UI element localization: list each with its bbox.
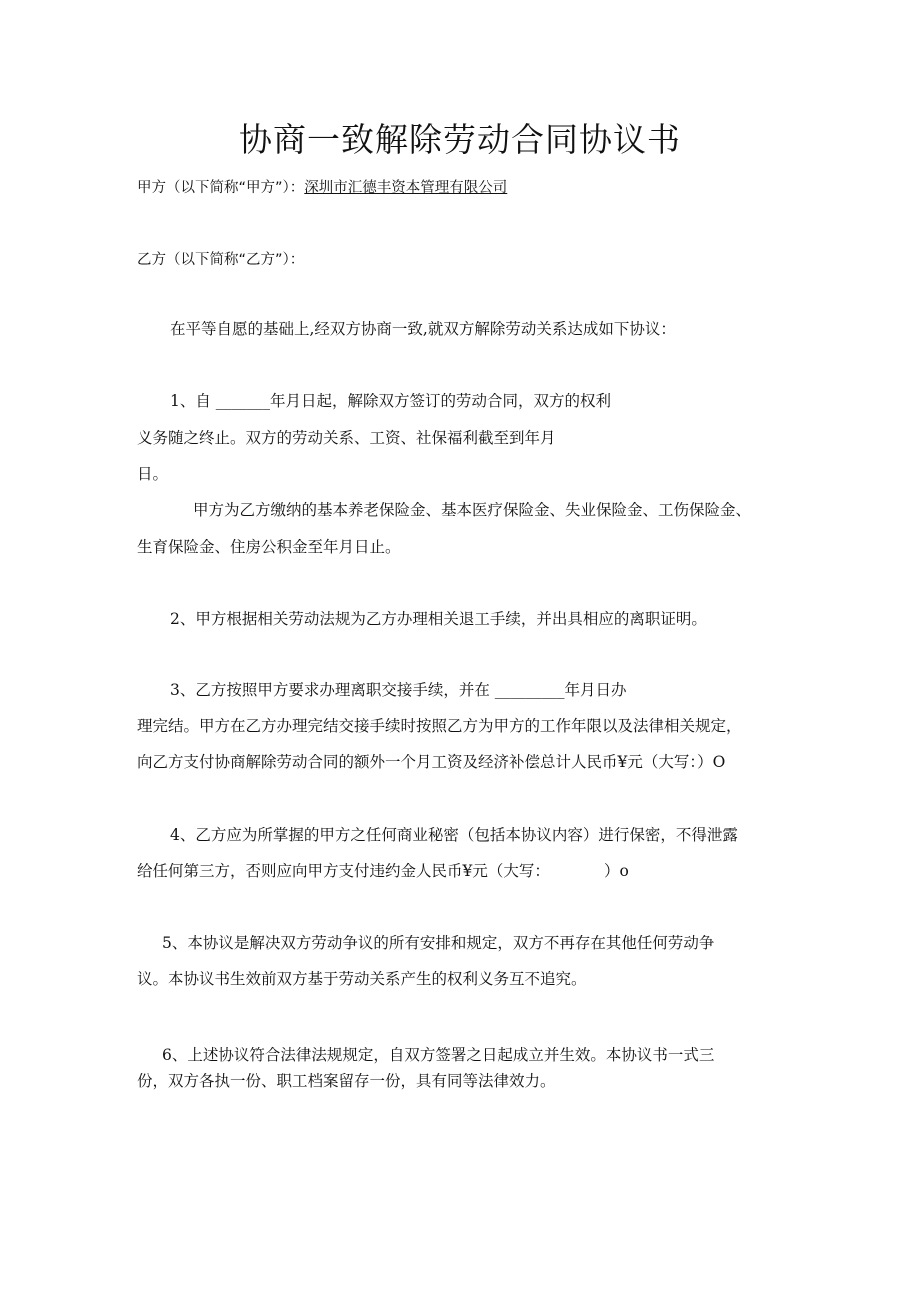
clause-4-line-2: 给任何第三方，否则应向甲方支付违约金人民币¥元（大写： ）o [137,862,629,880]
clause-4-line-1: 4、乙方应为所掌握的甲方之任何商业秘密（包括本协议内容）进行保密，不得泄露 [170,826,738,844]
insurance-line-2: 生育保险金、住房公积金至年月日止。 [137,538,401,556]
party-a-line [137,178,507,198]
clause-5-line-2: 议。本协议书生效前双方基于劳动关系产生的权利义务互不追究。 [137,970,587,988]
party-b-label: 乙方（以下简称“乙方”）： [137,252,305,268]
clause-3-line-2: 理完结。甲方在乙方办理完结交接手续时按照乙方为甲方的工作年限以及法律相关规定， [137,717,742,735]
insurance-line-1: 甲方为乙方缴纳的基本养老保险金、基本医疗保险金、失业保险金、工伤保险金、 [193,501,752,519]
intro-paragraph: 在平等自愿的基础上,经双方协商一致,就双方解除劳动关系达成如下协议： [170,320,676,338]
clause-5-line-1: 5、本协议是解决双方劳动争议的所有安排和规定，双方不再存在其他任何劳动争 [162,934,715,952]
clause-6-line-1: 6、上述协议符合法律法规规定，自双方签署之日起成立并生效。本协议书一式三 [162,1046,715,1064]
clause-6-line-2: 份，双方各执一份、职工档案留存一份，具有同等法律效力。 [137,1072,556,1090]
clause-2-line-1: 2、甲方根据相关劳动法规为乙方办理相关退工手续，并出具相应的离职证明。 [170,610,707,628]
clause-1-line-3: 日。 [137,465,169,483]
clause-1-line-1: 1、自 _______年月日起，解除双方签订的劳动合同，双方的权利 [170,392,612,410]
clause-3-line-3: 向乙方支付协商解除劳动合同的额外一个月工资及经济补偿总计人民币¥元（大写：）O [137,753,726,771]
party-a-name: 深圳市汇德丰资本管理有限公司 [304,180,508,196]
clause-3-line-1: 3、乙方按照甲方要求办理离职交接手续，并在 _________年月日办 [170,681,627,699]
document-title: 协商一致解除劳动合同协议书 [239,120,681,159]
party-a-label: 甲方（以下简称“甲方”）： [137,180,305,196]
clause-1-line-2: 义务随之终止。双方的劳动关系、工资、社保福利截至到年月 [137,429,556,447]
